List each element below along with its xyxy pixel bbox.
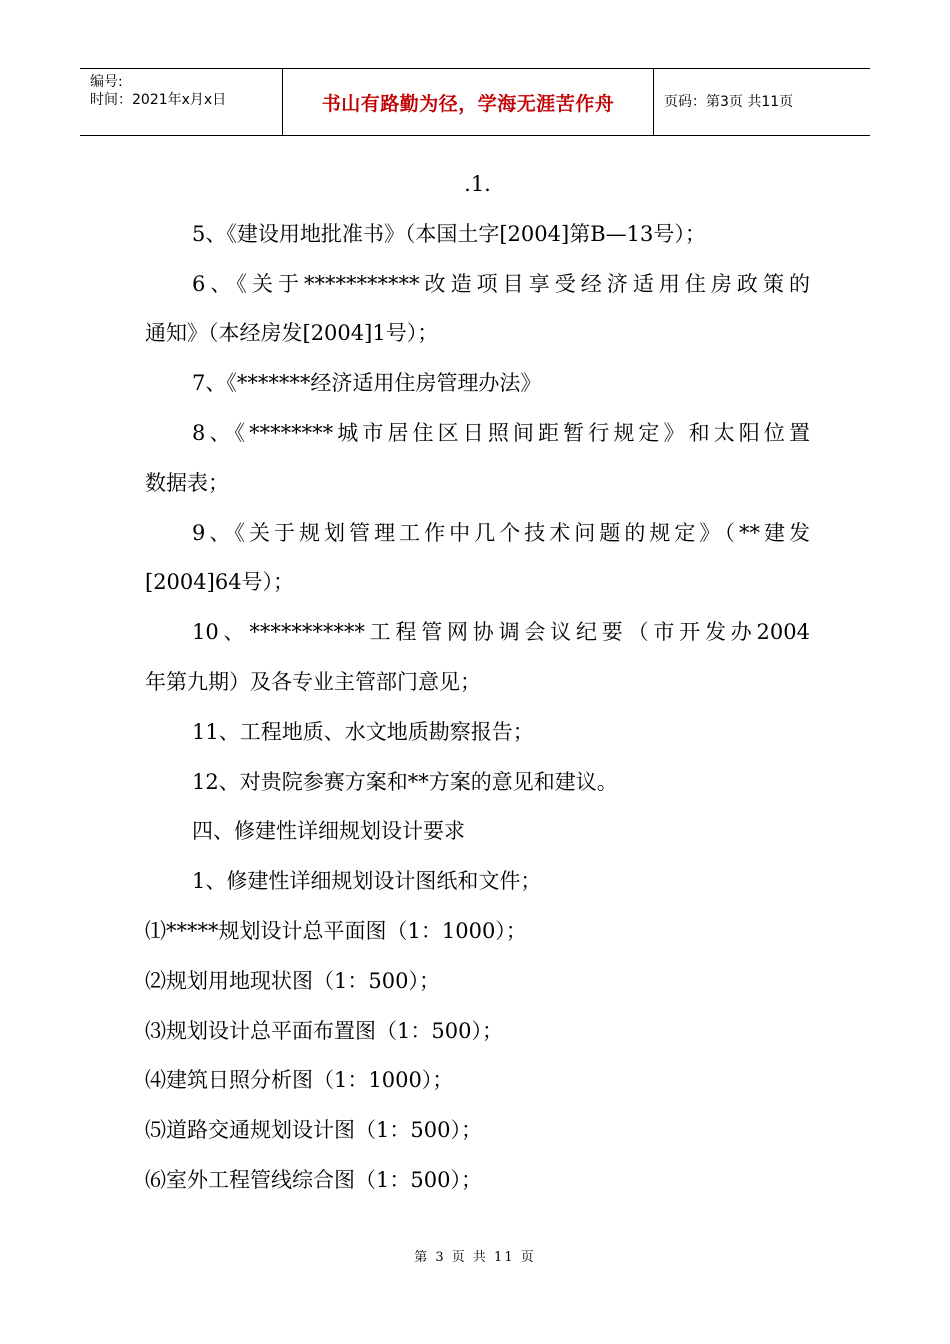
- header-left-cell: [80, 69, 282, 135]
- sub-list-item: ⑷建筑日照分析图（1：1000）；: [145, 1068, 454, 1093]
- number-label: 编号:: [90, 74, 123, 90]
- page-info: 页码：第3页 共11页: [664, 94, 794, 110]
- document-body: [145, 160, 810, 1206]
- list-item: 5、《建设用地批准书》（本国土字[2004]第B—13号）；: [192, 221, 706, 246]
- list-item: 10、***********工程管网协调会议纪要（市开发办2004: [192, 620, 810, 645]
- page-footer: 第 3 页 共 11 页: [414, 1250, 536, 1265]
- sub-list-item: ⑵规划用地现状图（1：500）；: [145, 968, 440, 993]
- list-item-continuation: 年第九期）及各专业主管部门意见；: [145, 669, 481, 694]
- header-page-cell: [654, 69, 870, 135]
- time-label: 时间：2021年x月x日: [90, 92, 227, 108]
- sub-list-item: ⑸道路交通规划设计图（1：500）；: [145, 1118, 482, 1143]
- list-item: 8、《********城市居住区日照间距暂行规定》和太阳位置: [192, 420, 810, 445]
- motto-text: 书山有路勤为径，学海无涯苦作舟: [321, 92, 615, 115]
- list-item-continuation: [2004]64号）；: [145, 570, 295, 595]
- list-item: 9、《关于规划管理工作中几个技术问题的规定》（**建发: [192, 520, 810, 545]
- list-item: 11、工程地质、水文地质勘察报告；: [192, 719, 534, 744]
- section-heading: 四、修建性详细规划设计要求: [192, 819, 465, 844]
- list-item-continuation: 数据表；: [145, 470, 229, 495]
- sub-list-item: ⑶规划设计总平面布置图（1：500）；: [145, 1018, 503, 1043]
- list-item: 6、《关于***********改造项目享受经济适用住房政策的: [192, 271, 810, 296]
- sub-list-item: ⑹室外工程管线综合图（1：500）；: [145, 1167, 482, 1192]
- list-item-continuation: 通知》（本经房发[2004]1号）；: [145, 321, 439, 346]
- header-motto-cell: [282, 69, 654, 135]
- list-item: 12、对贵院参赛方案和**方案的意见和建议。: [192, 769, 618, 794]
- sub-list-item: ⑴*****规划设计总平面图（1：1000）；: [145, 918, 527, 943]
- document-header: [80, 68, 870, 136]
- page-marker: .1.: [464, 172, 491, 196]
- list-item: 7、《*******经济适用住房管理办法》: [192, 371, 542, 396]
- list-item: 1、修建性详细规划设计图纸和文件；: [192, 869, 542, 894]
